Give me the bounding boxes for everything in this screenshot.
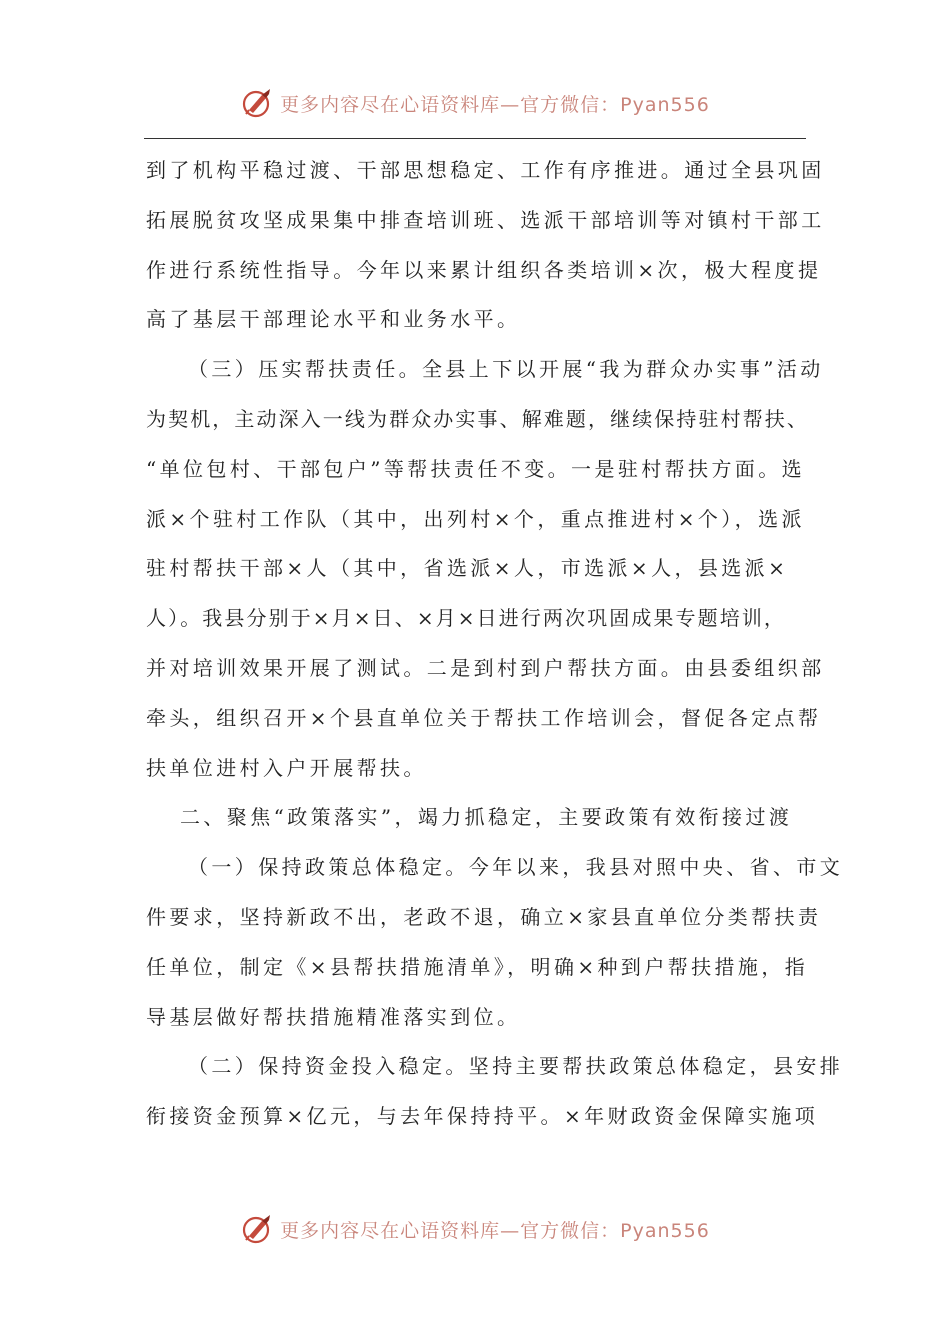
document-body (146, 146, 844, 1142)
pen-nib-logo-icon (240, 86, 274, 120)
header-watermark (0, 86, 950, 120)
footer-watermark (0, 1212, 950, 1246)
text-line: 扶单位进村入户开展帮扶。 (146, 755, 427, 780)
text-line: 驻村帮扶干部×人（其中，省选派×人，市选派×人，县选派× (146, 556, 789, 581)
section-heading: 二、聚焦“政策落实”，竭力抓稳定，主要政策有效衔接过渡 (180, 805, 793, 830)
text-line: 作进行系统性指导。今年以来累计组织各类培训×次，极大程度提 (146, 257, 822, 282)
text-line: 并对培训效果开展了测试。二是到村到户帮扶方面。由县委组织部 (146, 655, 825, 680)
text-line: 到了机构平稳过渡、干部思想稳定、工作有序推进。通过全县巩固 (146, 158, 825, 182)
text-line: 人）。我县分别于×月×日、×月×日进行两次巩固成果专题培训， (146, 606, 787, 631)
text-line: 件要求，坚持新政不出，老政不退，确立×家县直单位分类帮扶责 (146, 904, 822, 929)
pen-nib-logo-icon (240, 1212, 274, 1246)
text-line: （一）保持政策总体稳定。今年以来，我县对照中央、省、市文 (188, 855, 844, 880)
text-line: （三）压实帮扶责任。全县上下以开展“我为群众办实事”活动 (188, 357, 824, 382)
header-divider (144, 138, 806, 139)
text-line: （二）保持资金投入稳定。坚持主要帮扶政策总体稳定，县安排 (188, 1054, 844, 1079)
watermark-text: 更多内容尽在心语资料库—官方微信：Pyan556 (280, 93, 710, 116)
text-line: 任单位，制定《×县帮扶措施清单》，明确×种到户帮扶措施，指 (146, 954, 809, 979)
text-line: 拓展脱贫攻坚成果集中排查培训班、选派干部培训等对镇村干部工 (146, 207, 825, 232)
text-line: 派×个驻村工作队（其中，出列村×个，重点推进村×个），选派 (146, 506, 805, 531)
text-line: 衔接资金预算×亿元，与去年保持持平。×年财政资金保障实施项 (146, 1104, 819, 1129)
text-line: 导基层做好帮扶措施精准落实到位。 (146, 1004, 521, 1029)
watermark-text: 更多内容尽在心语资料库—官方微信：Pyan556 (280, 1219, 710, 1242)
text-line: 牵头，组织召开×个县直单位关于帮扶工作培训会，督促各定点帮 (146, 705, 822, 730)
text-line: “单位包村、干部包户”等帮扶责任不变。一是驻村帮扶方面。选 (146, 456, 806, 481)
text-line: 为契机，主动深入一线为群众办实事、解难题，继续保持驻村帮扶、 (146, 406, 809, 431)
text-line: 高了基层干部理论水平和业务水平。 (146, 307, 521, 332)
